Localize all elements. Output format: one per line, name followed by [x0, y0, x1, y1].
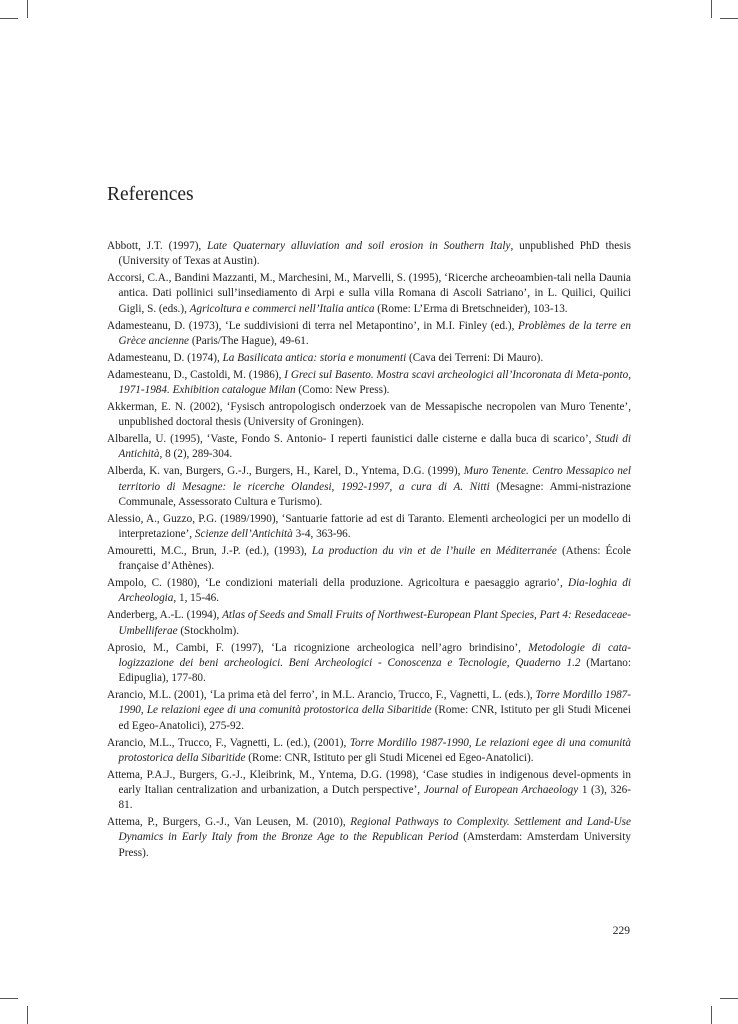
reference-text: (Paris/The Hague), 49-61.: [189, 334, 309, 347]
reference-title: Torre Mordillo 1987-1990, Le relazioni egee di una comunità protostorica della Sibaritide: [118, 736, 631, 764]
reference-entry: [107, 688, 631, 734]
reference-title: La Basilicata antica: storia e monumenti: [222, 351, 407, 364]
page-number: 229: [612, 925, 630, 937]
reference-entry: [107, 608, 631, 639]
reference-title: Late Quaternary alluviation and soil erosion in Southern Italy: [207, 240, 511, 252]
reference-list: [107, 239, 631, 863]
reference-text: Accorsi, C.A., Bandini Mazzanti, M., Marchesini, M., Marvelli, S. (1995), ‘Ricerche archeoambien-tali nella Daunia antica. Dati pollinici sull’insediamento di Arpi e sulla villa Romana di Ascoli Satriano’, in L. Quilici, Quilici Gigli, S. (eds.),: [107, 272, 631, 315]
reference-title: Muro Tenente. Centro Messapico nel territorio di Mesagne: le ricerche Olandesi, 1992-1997, a cura di A. Nitti: [118, 465, 632, 493]
reference-title: Scienze dell’Antichità: [194, 528, 293, 541]
reference-text: Abbott, J.T. (1997),: [107, 240, 208, 252]
reference-text: 1, 15-46.: [176, 592, 220, 605]
reference-text: (Amsterdam: Amsterdam University Press).: [118, 831, 631, 859]
reference-text: Adamesteanu, D., Castoldi, M. (1986),: [107, 368, 285, 381]
reference-text: (Cava dei Terreni: Di Mauro).: [406, 351, 544, 364]
reference-title: Metodologie di cata-logizzazione dei beni archeologici. Beni Archeologici - Conoscenza e Tecnologie, Quaderno 1.2: [118, 641, 632, 669]
reference-entry: [107, 641, 631, 687]
reference-title: Problèmes de la terre en Grèce ancienne: [118, 319, 631, 347]
reference-text: Adamesteanu, D. (1974),: [107, 351, 223, 364]
reference-entry: [107, 464, 631, 510]
reference-title: Journal of European Archaeology: [423, 784, 579, 796]
reference-text: Attema, P., Burgers, G.-J., Van Leusen, M. (2010),: [107, 816, 351, 829]
crop-mark-bottom-right: [711, 1006, 712, 1024]
reference-title: I Greci sul Basento. Mostra scavi archeologici all’Incoronata di Meta-ponto, 1971-1984. Exhibition catalogue Milan: [118, 368, 631, 397]
reference-title: Dia-loghia di Archeologia,: [118, 577, 631, 605]
reference-text: 8 (2), 289-304.: [162, 448, 233, 461]
reference-text: (Rome: CNR, Istituto per gli Studi Micenei ed Egeo-Anatolici), 275-92.: [118, 704, 631, 732]
page-heading: References: [107, 184, 194, 205]
reference-text: (Martano: Edipuglia), 177-80.: [118, 656, 631, 685]
crop-mark-top-right: [711, 0, 712, 18]
crop-mark-top-left: [27, 0, 28, 18]
reference-text: 1 (3), 326-81.: [118, 784, 631, 812]
crop-mark-bottom-left: [27, 1006, 28, 1024]
reference-title: Agricoltura e commerci nell’Italia antica: [189, 302, 375, 315]
crop-mark-right-bottom: [720, 998, 738, 999]
reference-text: Adamesteanu, D. (1973), ‘Le suddivisioni di terra nel Metapontino’, in M.I. Finley (ed.),: [107, 319, 518, 332]
reference-entry: [107, 815, 631, 861]
reference-entry: [107, 512, 631, 543]
reference-entry: [107, 736, 631, 767]
reference-text: Anderberg, A.-L. (1994),: [107, 609, 223, 622]
reference-entry: [107, 239, 631, 270]
reference-entry: [107, 271, 631, 317]
reference-text: (Rome: L’Erma di Bretschneider), 103-13.: [374, 302, 568, 315]
reference-title: Torre Mordillo 1987-1990, Le relazioni egee di una comunità protostorica della Sibaritide: [118, 689, 632, 717]
reference-text: Albarella, U. (1995), ‘Vaste, Fondo S. Antonio- I reperti faunistici dalle cisterne e dalla buca di scarico’,: [107, 433, 596, 446]
reference-text: 3-4, 363-96.: [292, 528, 351, 541]
reference-entry: [107, 319, 631, 350]
reference-text: (Athens: École française d’Athènes).: [118, 544, 631, 573]
reference-title: Regional Pathways to Complexity. Settlement and Land-Use Dynamics in Early Italy from the Bronze Age to the Republican Period: [118, 816, 631, 844]
reference-text: Arancio, M.L. (2001), ‘La prima età del ferro’, in M.L. Arancio, Trucco, F., Vagnetti, L. (eds.),: [107, 689, 536, 702]
crop-mark-left-top: [0, 18, 18, 19]
reference-text: Aprosio, M., Cambi, F. (1997), ‘La ricognizione archeologica nell’agro brindisino’,: [107, 641, 529, 654]
reference-entry: [107, 768, 631, 814]
crop-mark-left-bottom: [0, 998, 18, 999]
reference-entry: [107, 576, 631, 607]
reference-text: Attema, P.A.J., Burgers, G.-J., Kleibrink, M., Yntema, D.G. (1998), ‘Case studies in indigenous devel-opments in early Italian centralization and urbanization, a Dutch perspective’,: [107, 768, 631, 796]
reference-entry: [107, 400, 631, 431]
reference-text: , unpublished PhD thesis (University of Texas at Austin).: [118, 240, 631, 268]
reference-entry: [107, 351, 631, 366]
reference-entry: [107, 544, 631, 575]
reference-text: (Como: New Press).: [295, 384, 390, 397]
reference-text: Ampolo, C. (1980), ‘Le condizioni materiali della produzione. Agricoltura e paesaggio agrario’,: [107, 577, 568, 590]
reference-text: Amouretti, M.C., Brun, J.-P. (ed.), (1993),: [107, 544, 312, 557]
reference-title: Studi di Antichità,: [118, 433, 632, 461]
reference-text: Alberda, K. van, Burgers, G.-J., Burgers, H., Karel, D., Yntema, D.G. (1999),: [107, 465, 464, 478]
reference-text: (Stockholm).: [177, 624, 240, 637]
reference-text: (Mesagne: Ammi-nistrazione Communale, Assessorato Cultura e Turismo).: [118, 480, 631, 508]
reference-title: Atlas of Seeds and Small Fruits of Northwest-European Plant Species, Part 4: Resedaceae-Umbelliferae: [118, 609, 632, 637]
reference-text: Alessio, A., Guzzo, P.G. (1989/1990), ‘Santuarie fattorie ad est di Taranto. Elementi archeologici per un modello di interpretazione’,: [107, 512, 631, 541]
reference-title: La production du vin et de l’huile en Méditerranée: [311, 544, 557, 557]
reference-text: (Rome: CNR, Istituto per gli Studi Micenei ed Egeo-Anatolici).: [245, 751, 534, 764]
reference-entry: [107, 432, 631, 463]
reference-text: Akkerman, E. N. (2002), ‘Fysisch antropologisch onderzoek van de Messapische necropolen van Muro Tenente’, unpublished doctoral thesis (University of Groningen).: [107, 400, 631, 429]
reference-entry: [107, 368, 631, 399]
reference-text: Arancio, M.L., Trucco, F., Vagnetti, L. (ed.), (2001),: [107, 736, 350, 749]
crop-mark-right-top: [720, 18, 738, 19]
